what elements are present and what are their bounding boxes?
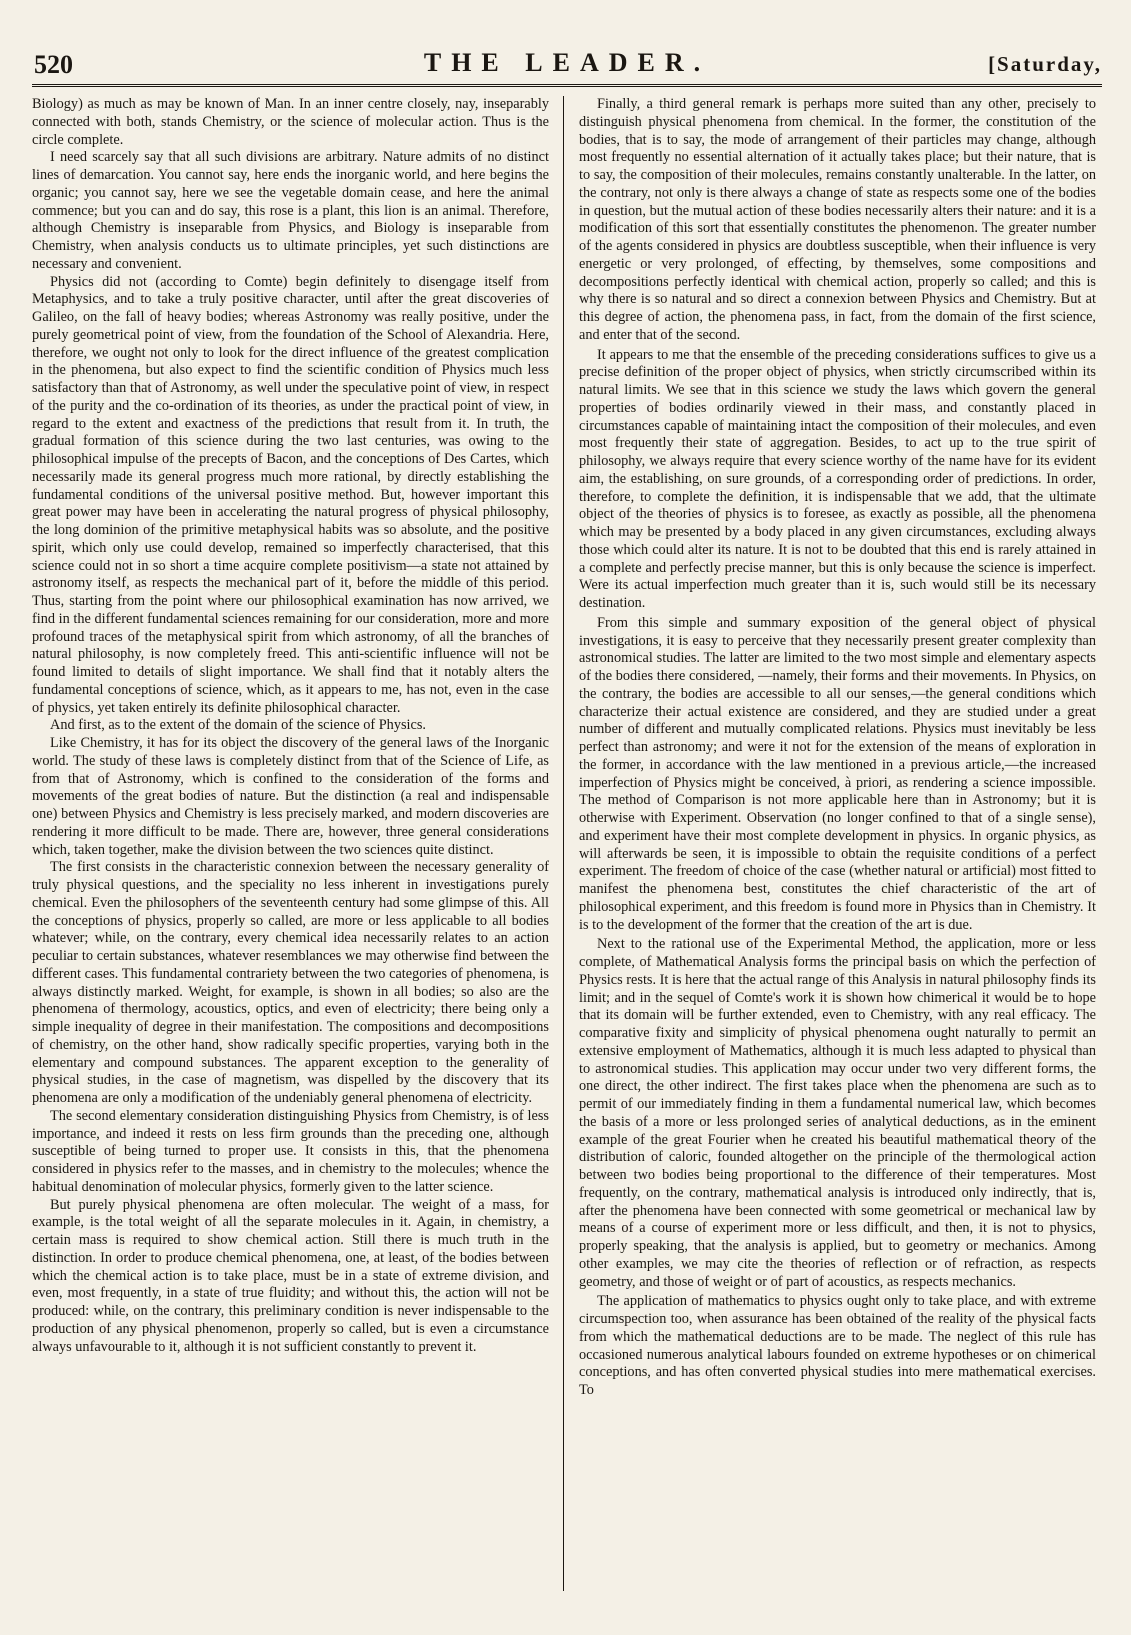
paragraph: The second elementary consideration distinguishing Physics from Chemistry, is of less importance, and indeed it rests on less firm grounds than the preceding one, although susceptible of being turned to proper use. It consists in this, that the phenomena considered in physics refer to the masses, and in chemistry to the molecules; whence the habitual denomination of molecular physics, formerly given to the latter science. xyxy=(32,1107,549,1195)
masthead-title: THE LEADER. xyxy=(423,48,711,77)
paragraph: The application of mathematics to physics ought only to take place, and with extreme circumspection too, when assurance has been obtained of the reality of the physical facts from which the mathematical deductions are to be made. The neglect of this rule has occasioned numerous analytical labours founded on extreme hypotheses or on chimerical conceptions, and has often converted physical studies into mere mathematical exercises. To xyxy=(579,1293,1096,1398)
article-body xyxy=(32,96,1102,1591)
issue-day: [Saturday, xyxy=(988,52,1102,76)
paragraph: Next to the rational use of the Experimental Method, the application, more or less complete, of Mathematical Analysis forms the principal basis on which the perfection of Physics rests. It is here that the actual range of this Analysis in natural philosophy finds its limit; and in the sequel of Comte's work it is shown how chimerical it would be to hope that its domain will be further extended, even to Chemistry, with any real efficacy. The comparative fixity and simplicity of physical phenomena ought naturally to permit an extensive employment of Mathematics, although it is much less adapted to physical than to astronomical studies. This application may occur under two very different forms, the one direct, the other indirect. The first takes place when the phenomena are such as to permit of our immediately finding in them a fundamental numerical law, which becomes the basis of a more or less prolonged series of analytical deductions, as in the eminent example of the great Fourier when he created his beautiful mathematical theory of the distribution of caloric, founded altogether on the principle of the thermological action between two bodies being proportional to the difference of their temperatures. Most frequently, on the contrary, mathematical analysis is introduced only indirectly, that is, after the phenomena have been connected with some geometrical or mechanical law by means of a course of experiment more or less difficult, and then, it is not to physics, properly speaking, that the analysis is applied, but to geometry or mechanics. Among other examples, we may cite the theories of reflection or of refraction, as respects geometry, and those of weight or of part of acoustics, as respects mechanics. xyxy=(579,936,1096,1290)
page-number: 520 xyxy=(34,50,73,79)
paragraph: I need scarcely say that all such divisions are arbitrary. Nature admits of no distinct lines of demarcation. You cannot say, here ends the inorganic world, and here begins the organic; you cannot say, here we see the vegetable domain cease, and here the animal commence; but you can and do say, this rose is a plant, this lion is an animal. Therefore, although Chemistry is inseparable from Physics, and Biology is inseparable from Chemistry, when analysis conducts us to ultimate principles, yet such distinctions are necessary and convenient. xyxy=(32,149,549,272)
left-column xyxy=(32,96,549,1591)
paragraph: And first, as to the extent of the domain of the science of Physics. xyxy=(50,717,426,734)
right-column xyxy=(579,96,1096,1591)
newspaper-page xyxy=(32,40,1102,1398)
paragraph: From this simple and summary exposition of the general object of physical investigations, it is easy to perceive that they necessarily present greater complexity than astronomical studies. The latter are limited to the two most simple and elementary aspects of the bodies there considered, —namely, their forms and their movements. In Physics, on the contrary, the bodies are accessible to all our senses,—the general conditions which characterize their actual existence are considered, and they are studied under a great number of different and mutually complicated relations. Physics must inevitably be less perfect than astronomy; and were it not for the extension of the means of exploration in the former, in accordance with the law mentioned in a previous article,—the increased imperfection of Physics might be conceived, à priori, as rendering a science impossible. The method of Comparison is not more applicable here than in Astronomy; but it is otherwise with Experiment. Observation (no longer confined to that of a single sense), and experiment have their most complete development in physics. In organic physics, as will afterwards be seen, it is impossible to obtain the requisite conditions of a perfect experiment. The freedom of choice of the case (whether natural or artificial) most fitted to manifest the phenomena best, constitutes the chief characteristic of the art of philosophical experiment, and this freedom is found more in Physics than in Chemistry. It is to the development of the former that the creation of the art is due. xyxy=(579,614,1096,933)
paragraph: Physics did not (according to Comte) begin definitely to disengage itself from Metaphysics, and to take a truly positive character, until after the great discoveries of Galileo, on the fall of heavy bodies; whereas Astronomy was really positive, under the purely geometrical point of view, from the foundation of the School of Alexandria. Here, therefore, we ought not only to look for the direct influence of the greatest complication in the phenomena, but also expect to find the scientific condition of Physics much less satisfactory than that of Astronomy, as well under the speculative point of view, in respect of the purity and the co-ordination of its theories, as under the practical point of view, in regard to the extent and exactness of the predictions that result from it. In truth, the gradual formation of this science during the two last centuries, was owing to the philosophical impulse of the precepts of Bacon, and the conceptions of Des Cartes, which necessarily made its general progress much more rational, by directly establishing the fundamental conditions of the universal positive method. But, however important this great power may have been in accelerating the natural progress of physical philosophy, the long dominion of the primitive metaphysical habits was so absolute, and the positive spirit, which only use could develop, remained so imperfectly characterised, that this science could not in so short a time acquire complete positivism—a state not attained by astronomy itself, as respects the mechanical part of it, before the middle of this period. Thus, starting from the point where our philosophical examination has now arrived, we find in the different fundamental sciences remaining for our consideration, more and more profound traces of the metaphysical spirit from which astronomy, of all the branches of natural philosophy, is now completely freed. This anti-scientific influence will not be found limited to details of slight importance. We shall find that it notably alters the fundamental conceptions of science, which, as it appears to me, has not, even in the case of physics, yet taken entirely its definite philosophical character. xyxy=(32,273,549,716)
column-divider xyxy=(563,96,564,1591)
paragraph: But purely physical phenomena are often molecular. The weight of a mass, for example, is the total weight of all the separate molecules in it. Again, in chemistry, a certain mass is required to show chemical action. Still there is much truth in the distinction. In order to produce chemical phenomena, one, at least, of the bodies between which the chemical action is to take place, must be in a state of extreme division, and even, most frequently, in a state of true fluidity; and without this, the action will not be produced: while, on the contrary, this preliminary condition is never indispensable to the production of any physical phenomenon, properly so called, but is even a circumstance always unfavourable to it, although it is not sufficient constantly to prevent it. xyxy=(32,1196,549,1355)
page-header xyxy=(32,40,1102,87)
paragraph: Biology) as much as may be known of Man. In an inner centre closely, nay, inseparably connected with both, stands Chemistry, or the science of molecular action. Thus is the circle complete. xyxy=(32,96,549,148)
paragraph: Finally, a third general remark is perhaps more suited than any other, precisely to distinguish physical phenomena from chemical. In the former, the constitution of the bodies, that is to say, the mode of arrangement of their particles may change, although most frequently no essential alternation of it actually takes place; but their nature, that is to say, the composition of their molecules, remains constantly unalterable. In the latter, on the contrary, not only is there always a change of state as respects some one of the bodies in question, but the mutual action of these bodies necessarily alters their nature: and it is a modification of this sort that essentially constitutes the phenomenon. The greater number of the agents considered in physics are doubtless susceptible, when their influence is very energetic or very prolonged, of effecting, by themselves, some compositions and decompositions perfectly identical with chemical action, properly so called; and this is why there is so natural and so direct a connexion between Physics and Chemistry. But at this degree of action, the phenomena pass, in fact, from the domain of the first science, and enter that of the second. xyxy=(579,96,1096,343)
paragraph: It appears to me that the ensemble of the preceding considerations suffices to give us a precise definition of the proper object of physics, when strictly circumscribed within its natural limits. We see that in this science we study the laws which govern the general properties of bodies ordinarily viewed in their mass, and constantly placed in circumstances capable of maintaining intact the composition of their molecules, and even most frequently their state of aggregation. Besides, to act up to the true spirit of philosophy, we always require that every science worthy of the name have for its evident aim, the establishing, on sure grounds, of a corresponding order of predictions. In order, therefore, to complete the definition, it is indispensable that we add, that the ultimate object of the theories of physics is to foresee, as exactly as possible, all the phenomena which may be presented by a body placed in any given circumstances, excluding always those which could alter its nature. It is not to be doubted that this end is rarely attained in a complete and perfectly precise manner, but this is only because the science is imperfect. Were its actual imperfection much greater than it is, such would still be its necessary destination. xyxy=(579,346,1096,611)
paragraph: Like Chemistry, it has for its object the discovery of the general laws of the Inorganic world. The study of these laws is completely distinct from that of the Science of Life, as from that of Astronomy, which is confined to the consideration of the forms and movements of the great bodies of nature. But the distinction (a real and indispensable one) between Physics and Chemistry is less precisely marked, and modern discoveries are rendering it more difficult to be made. There are, however, three general considerations which, taken together, make the division between the two sciences quite distinct. xyxy=(32,735,549,858)
paragraph: The first consists in the characteristic connexion between the necessary generality of truly physical questions, and the speciality no less inherent in investigations purely chemical. Even the philosophers of the seventeenth century had some glimpse of this. All the conceptions of physics, properly so called, are more or less applicable to all bodies whatever; while, on the contrary, every chemical idea necessarily relates to an action peculiar to certain substances, whatever resemblances we may otherwise find between the different cases. This fundamental contrariety between the two categories of phenomena, is always distinctly marked. Weight, for example, is shown in all bodies; so also are the phenomena of thermology, acoustics, optics, and even of electricity; there being only a simple inequality of degree in their manifestation. The compositions and decompositions of chemistry, on the other hand, show radically specific properties, varying both in the elementary and compound substances. The apparent exception to the generality of physical studies, in the case of magnetism, was dispelled by the discovery that its phenomena are only a modification of the undeniably general phenomena of electricity. xyxy=(32,859,549,1106)
